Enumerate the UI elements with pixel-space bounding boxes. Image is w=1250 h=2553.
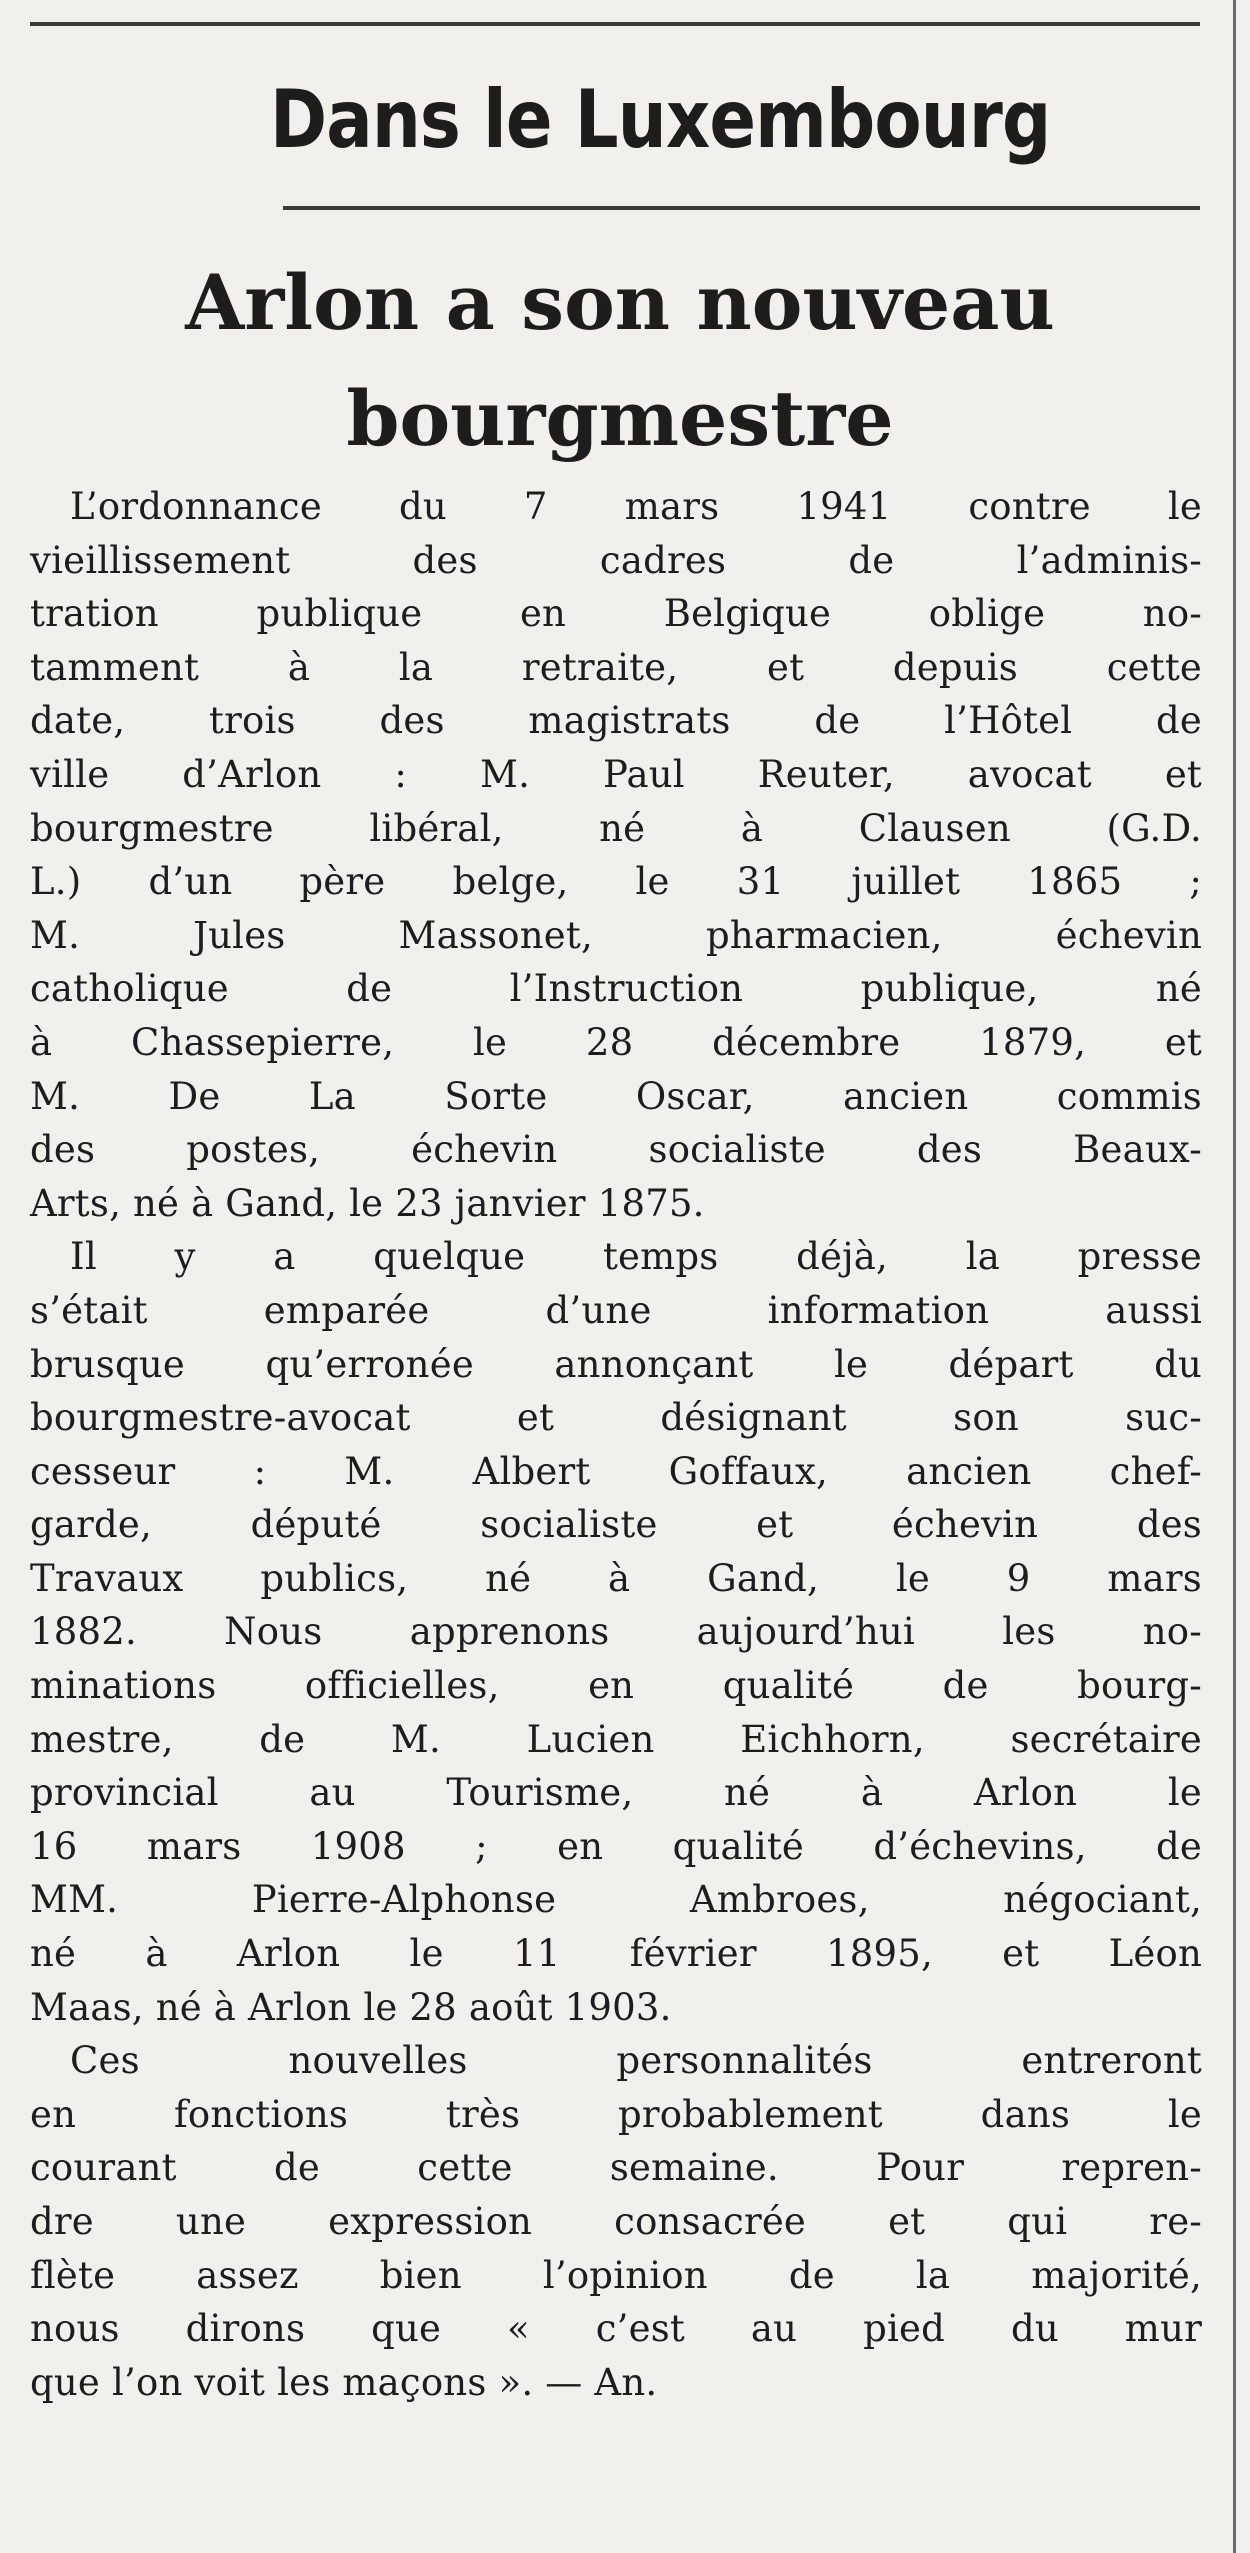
text-line: vieillissement des cadres de l’adminis- [30,538,1202,582]
text-line: L.) d’un père belge, le 31 juillet 1865 ; [30,860,1202,904]
text-line: Il y a quelque temps déjà, la presse [70,1235,1202,1279]
headline-line: bourgmestre [346,374,894,463]
text-line: ville d’Arlon : M. Paul Reuter, avocat et [30,752,1202,796]
section-rule [283,206,1200,210]
text-line: Ces nouvelles personnalités entreront [70,2039,1202,2083]
headline-line: Arlon a son nouveau [185,258,1055,347]
section-heading: Dans le Luxembourg [270,73,1051,166]
text-line: dre une expression consacrée et qui re- [30,2200,1202,2243]
text-line: mestre, de M. Lucien Eichhorn, secrétaire [30,1717,1202,1761]
text-line: cesseur : M. Albert Goffaux, ancien chef- [30,1449,1202,1493]
column-rule [1233,0,1236,2553]
text-line: M. Jules Massonet, pharmacien, échevin [30,913,1202,957]
article-paragraph [30,1230,1202,2034]
text-line: brusque qu’erronée annonçant le départ du [30,1342,1202,1386]
article-paragraph [30,2034,1202,2409]
text-line: M. De La Sorte Oscar, ancien commis [30,1074,1202,1118]
text-line: MM. Pierre-Alphonse Ambroes, négociant, [30,1878,1202,1922]
text-line: flète assez bien l’opinion de la majorité, [30,2253,1202,2297]
text-line: garde, député socialiste et échevin des [30,1503,1202,1547]
text-line: bourgmestre libéral, né à Clausen (G.D. [30,806,1202,850]
text-line: né à Arlon le 11 février 1895, et Léon [30,1932,1202,1976]
text-line: tration publique en Belgique oblige no- [30,592,1202,636]
text-line: L’ordonnance du 7 mars 1941 contre le [70,485,1202,528]
text-line: en fonctions très probablement dans le [30,2092,1202,2136]
text-line: des postes, échevin socialiste des Beaux- [30,1128,1202,1172]
text-line: tamment à la retraite, et depuis cette [30,645,1202,689]
text-line: s’était emparée d’une information aussi [30,1288,1202,1332]
text-line: date, trois des magistrats de l’Hôtel de [30,699,1202,743]
text-line: que l’on voit les maçons ». — An. [30,2360,658,2404]
text-line: courant de cette semaine. Pour repren- [30,2146,1202,2190]
text-line: 1882. Nous apprenons aujourd’hui les no- [30,1610,1202,1654]
text-line: Travaux publics, né à Gand, le 9 mars [30,1556,1202,1600]
article-paragraph [30,480,1202,1230]
text-line: à Chassepierre, le 28 décembre 1879, et [30,1020,1202,1064]
text-line: Maas, né à Arlon le 28 août 1903. [30,1985,672,2029]
article-body [30,480,1202,2409]
text-line: 16 mars 1908 ; en qualité d’échevins, de [30,1824,1202,1868]
text-line: provincial au Tourisme, né à Arlon le [30,1771,1202,1815]
text-line: Arts, né à Gand, le 23 janvier 1875. [30,1181,705,1225]
text-line: bourgmestre-avocat et désignant son suc- [30,1396,1202,1440]
top-rule [30,22,1200,26]
text-line: minations officielles, en qualité de bourg- [30,1664,1202,1708]
text-line: nous dirons que « c’est au pied du mur [30,2307,1202,2351]
article-headline [40,245,1200,477]
text-line: catholique de l’Instruction publique, né [30,967,1202,1011]
